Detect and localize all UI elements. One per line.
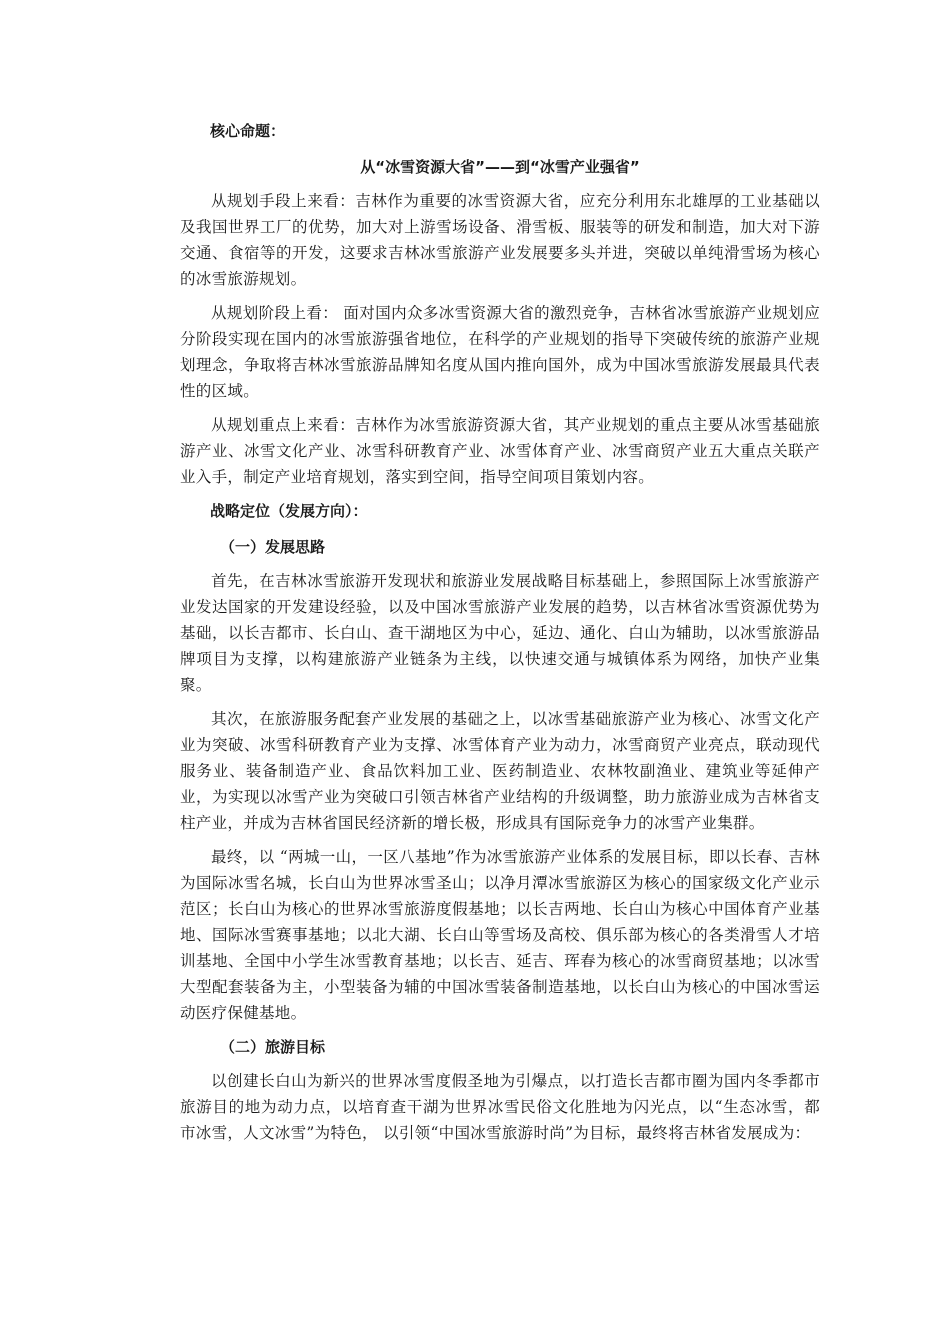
section-tourism-goals: （二）旅游目标 xyxy=(220,1038,326,1056)
paragraph-planning-stage: 从规划阶段上看： 面对国内众多冰雪资源大省的激烈竞争，吉林省冰雪旅游产业规划应分阶段实现在国内的冰雪旅游强省地位，在科学的产业规划的指导下突破传统的旅游产业规划理念，争取将吉林冰雪旅游品牌知名度从国内推向国外，成为中国冰雪旅游发展最具代表性的区域。 xyxy=(180,304,820,400)
core-proposition-title: 从“冰雪资源大省”——到“冰雪产业强省” xyxy=(360,158,640,176)
core-proposition-label: 核心命题： xyxy=(210,122,286,140)
paragraph-planning-means: 从规划手段上来看：吉林作为重要的冰雪资源大省，应充分利用东北雄厚的工业基础以及我国世界工厂的优势，加大对上游雪场设备、滑雪板、服装等的研发和制造，加大对下游交通、食宿等的开发，这要求吉林冰雪旅游产业发展要多头并进，突破以单纯滑雪场为核心的冰雪旅游规划。 xyxy=(180,192,820,288)
paragraph-first: 首先，在吉林冰雪旅游开发现状和旅游业发展战略目标基础上，参照国际上冰雪旅游产业发达国家的开发建设经验，以及中国冰雪旅游产业发展的趋势，以吉林省冰雪资源优势为基础，以长吉都市、长白山、查干湖地区为中心，延边、通化、白山为辅助，以冰雪旅游品牌项目为支撑，以构建旅游产业链条为主线，以快速交通与城镇体系为网络，加快产业集聚。 xyxy=(180,572,820,694)
section-development-ideas: （一）发展思路 xyxy=(220,538,326,556)
document-page xyxy=(180,118,820,1154)
paragraph-second: 其次，在旅游服务配套产业发展的基础之上，以冰雪基础旅游产业为核心、冰雪文化产业为突破、冰雪科研教育产业为支撑、冰雪体育产业为动力，冰雪商贸产业亮点，联动现代服务业、装备制造产业、食品饮料加工业、医药制造业、农林牧副渔业、建筑业等延伸产业，为实现以冰雪产业为突破口引领吉林省产业结构的升级调整，助力旅游业成为吉林省支柱产业，并成为吉林省国民经济新的增长极，形成具有国际竞争力的冰雪产业集群。 xyxy=(180,710,820,832)
paragraph-goal: 以创建长白山为新兴的世界冰雪度假圣地为引爆点，以打造长吉都市圈为国内冬季都市旅游目的地为动力点，以培育查干湖为世界冰雪民俗文化胜地为闪光点，以“生态冰雪，都市冰雪，人文冰雪”为特色， 以引领“中国冰雪旅游时尚”为目标，最终将吉林省发展成为： xyxy=(180,1072,820,1142)
paragraph-final: 最终，以 “两城一山，一区八基地”作为冰雪旅游产业体系的发展目标，即以长春、吉林为国际冰雪名城，长白山为世界冰雪圣山；以净月潭冰雪旅游区为核心的国家级文化产业示范区；长白山为核心的世界冰雪旅游度假基地；以长吉两地、长白山为核心中国体育产业基地、国际冰雪赛事基地；以北大湖、长白山等雪场及高校、俱乐部为核心的各类滑雪人才培训基地、全国中小学生冰雪教育基地；以长吉、延吉、珲春为核心的冰雪商贸基地；以冰雪大型配套装备为主，小型装备为辅的中国冰雪装备制造基地，以长白山为核心的中国冰雪运动医疗保健基地。 xyxy=(180,848,820,1022)
paragraph-planning-focus: 从规划重点上来看：吉林作为冰雪旅游资源大省，其产业规划的重点主要从冰雪基础旅游产业、冰雪文化产业、冰雪科研教育产业、冰雪体育产业、冰雪商贸产业五大重点关联产业入手，制定产业培育规划，落实到空间，指导空间项目策划内容。 xyxy=(180,416,820,486)
strategy-label: 战略定位（发展方向）： xyxy=(210,502,368,520)
